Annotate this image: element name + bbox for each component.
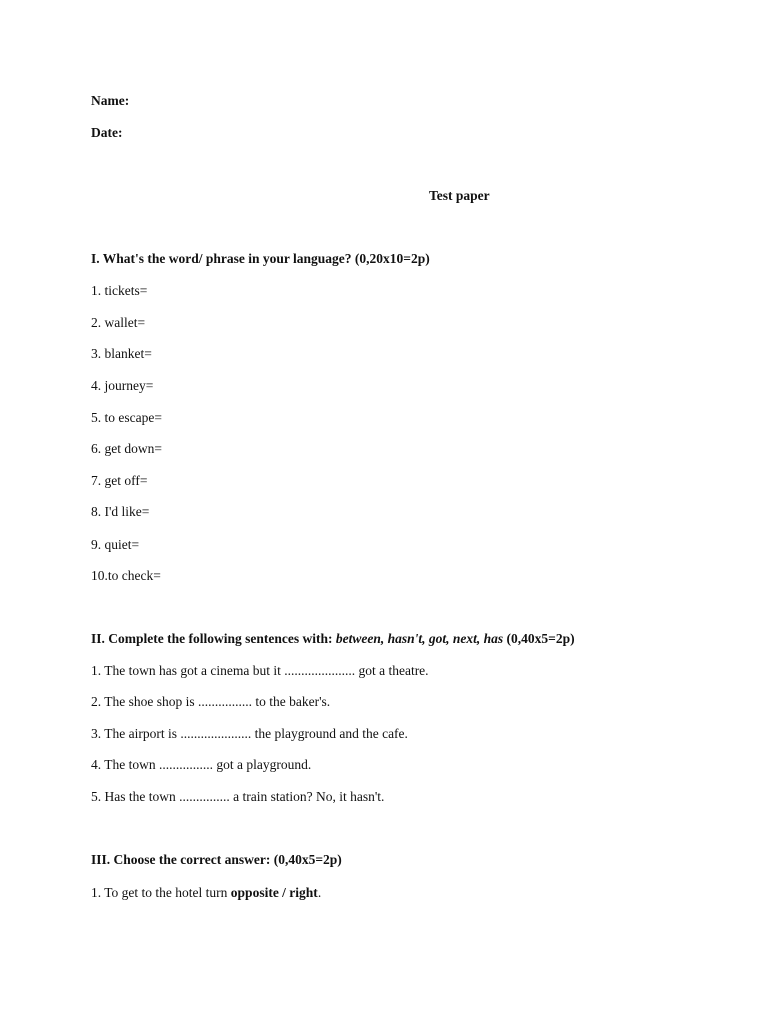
date-label: Date: — [91, 125, 123, 140]
section-3-item-choice: opposite / right — [230, 885, 318, 900]
section-1-item: 1. tickets= — [91, 283, 148, 298]
section-1-item: 9. quiet= — [91, 537, 140, 552]
section-1-item: 2. wallet= — [91, 315, 146, 330]
section-1-item: 10.to check= — [91, 568, 161, 583]
section-3-heading: III. Choose the correct answer: (0,40x5=2p) — [91, 852, 342, 867]
section-3-item — [91, 885, 321, 901]
section-1-item: 6. get down= — [91, 441, 162, 456]
section-1-item: 3. blanket= — [91, 346, 152, 361]
section-2-heading — [91, 631, 575, 647]
section-1-item: 7. get off= — [91, 473, 148, 488]
section-2-item: 1. The town has got a cinema but it ..................... got a theatre. — [91, 663, 429, 678]
section-2-item: 4. The town ................ got a playground. — [91, 757, 312, 772]
section-2-heading-prefix: II. Complete the following sentences with: — [91, 631, 336, 646]
section-2-heading-points: (0,40x5=2p) — [503, 631, 575, 646]
page-title: Test paper — [429, 188, 490, 203]
section-2-item: 2. The shoe shop is ................ to the baker's. — [91, 694, 331, 709]
section-2-item: 5. Has the town ............... a train station? No, it hasn't. — [91, 789, 385, 804]
section-1-item: 5. to escape= — [91, 410, 162, 425]
section-1-item: 8. I'd like= — [91, 504, 150, 519]
section-2-item: 3. The airport is ..................... the playground and the cafe. — [91, 726, 408, 741]
section-3-item-end: . — [317, 885, 322, 900]
section-3-item-text: 1. To get to the hotel turn — [91, 885, 231, 900]
section-2-word-list: between, hasn't, got, next, has — [335, 631, 504, 646]
name-label: Name: — [91, 93, 130, 108]
section-1-heading: I. What's the word/ phrase in your language? (0,20x10=2p) — [91, 251, 430, 266]
section-1-item: 4. journey= — [91, 378, 154, 393]
